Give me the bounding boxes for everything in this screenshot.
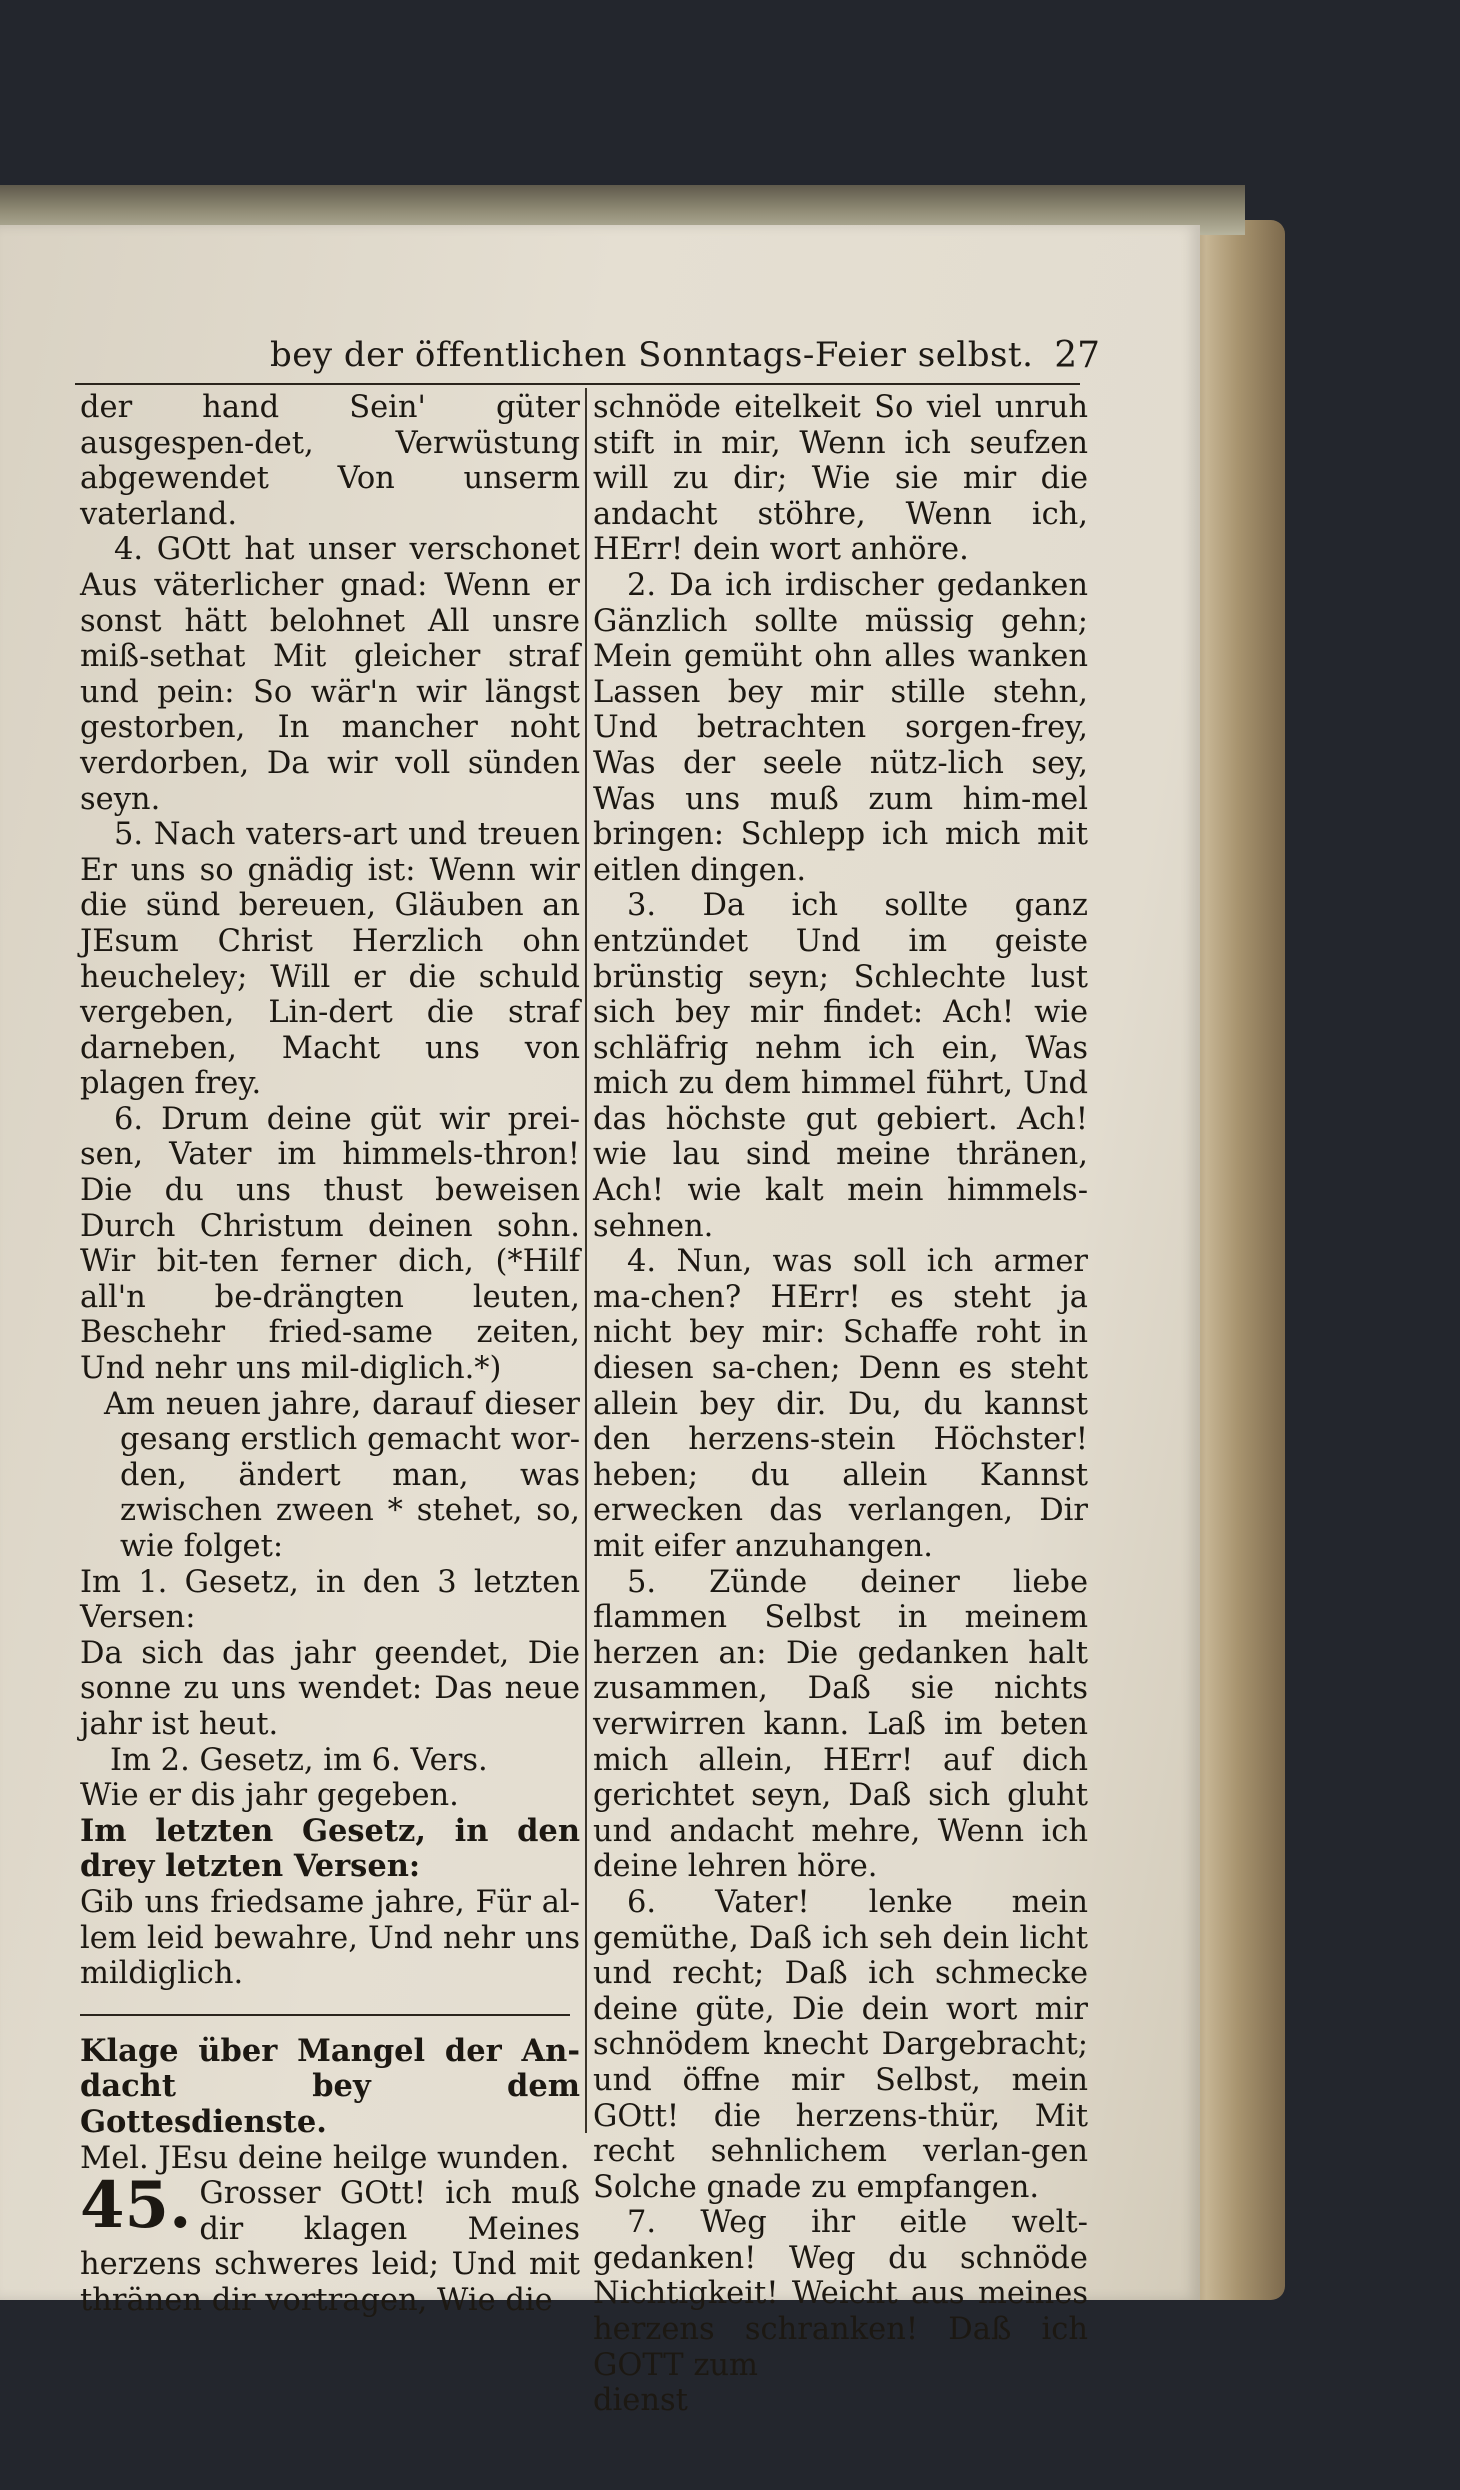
verse-3: 3. Da ich sollte ganz entzündet Und im geiste brünstig seyn; Schlechte lust sich bey mir findet: Ach! wie schläfrig nehm ich ein, Was mich zu dem himmel führt, Und das höchste gut gebiert. Ach! wie lau sind meine thränen, Ach! wie kalt mein himmels-sehnen. — [593, 888, 1088, 1244]
variant-text-3: Gib uns friedsame jahre, Für al-lem leid bewahre, Und nehr uns mildiglich. — [80, 1884, 580, 1992]
right-column — [593, 390, 1088, 2419]
verse-4-right: 4. Nun, was soll ich armer ma-chen? HErr! es steht ja nicht bey mir: Schaffe roht in diesen sa-chen; Denn es steht allein bey dir. Du, du kannst den herzens-stein Höchster! heben; du allein Kannst erwecken das verlangen, Dir mit eifer anzuhangen. — [593, 1244, 1088, 1564]
verse-6-right: 6. Vater! lenke mein gemüthe, Daß ich seh dein licht und recht; Daß ich schmecke deine güte, Die dein wort mir schnödem knecht Dargebracht; und öffne mir Selbst, mein GOtt! die herzens-thür, Mit recht sehnlichem verlan-gen Solche gnade zu empfangen. — [593, 1884, 1088, 2205]
running-head: bey der öffentlichen Sonntags-Feier selbst. — [270, 335, 1034, 375]
hymn-title: Klage über Mangel der An-dacht bey dem Gottesdienste. — [80, 2032, 580, 2140]
verse-continuation: der hand Sein' güter ausgespen-det, Verwüstung abgewendet Von unserm vaterland. — [80, 390, 580, 532]
new-year-note: Am neuen jahre, darauf dieser gesang erstlich gemacht wor-den, ändert man, was zwischen zween * stehet, so, wie folget: — [104, 1386, 580, 1564]
column-divider — [585, 388, 587, 2133]
hymn-first-verse-text: Grosser GOtt! ich muß dir klagen Meines herzens schweres leid; Und mit thränen dir vortragen, Wie die — [80, 2176, 580, 2318]
variant-text-2: Wie er dis jahr gegeben. — [80, 1778, 459, 1814]
verse-5: 5. Nach vaters-art und treuen Er uns so gnädig ist: Wenn wir die sünd bereuen, Gläuben an JEsum Christ Herzlich ohn heucheley; Will er die schuld vergeben, Lin-dert die straf darneben, Macht uns von plagen frey. — [80, 817, 580, 1102]
verse-4: 4. GOtt hat unser verschonet Aus väterlicher gnad: Wenn er sonst hätt belohnet All unsre miß-sethat Mit gleicher straf und pein: So wär'n wir längst gestorben, In mancher noht verdorben, Da wir voll sünden seyn. — [80, 532, 580, 817]
verse-1-continuation: schnöde eitelkeit So viel unruh stift in mir, Wenn ich seufzen will zu dir; Wie sie mir die andacht stöhre, Wenn ich, HErr! dein wort anhöre. — [593, 390, 1088, 568]
hymn-melody: Mel. JEsu deine heilge wunden. — [80, 2140, 570, 2176]
variant-heading-1: Im 1. Gesetz, in den 3 letzten Versen: — [80, 1564, 580, 1636]
hymn-first-verse — [80, 2168, 580, 2318]
header-rule — [75, 383, 1080, 385]
verse-2: 2. Da ich irdischer gedanken Gänzlich sollte müssig gehn; Mein gemüht ohn alles wanken Lassen bey mir stille stehn, Und betrachten sorgen-frey, Was der seele nütz-lich sey, Was uns muß zum him-mel bringen: Schlepp ich mich mit eitlen dingen. — [593, 567, 1088, 888]
hymn-number: 45. — [80, 2168, 192, 2244]
section-rule — [80, 2014, 570, 2016]
verse-7-right: 7. Weg ihr eitle welt-gedanken! Weg du schnöde Nichtigkeit! Weicht aus meines herzens schranken! Daß ich GOTT zum — [593, 2205, 1088, 2383]
variant-text-1: Da sich das jahr geendet, Die sonne zu uns wendet: Das neue jahr ist heut. — [80, 1635, 580, 1742]
page-number: 27 — [1054, 335, 1100, 376]
variant-heading-2: Im 2. Gesetz, im 6. Vers. — [110, 1742, 488, 1778]
variant-heading-3: Im letzten Gesetz, in den drey letzten Versen: — [80, 1812, 580, 1885]
catchword: dienst — [593, 2383, 688, 2419]
verse-5-right: 5. Zünde deiner liebe flammen Selbst in meinem herzen an: Die gedanken halt zusammen, Daß sie nichts verwirren kann. Laß im beten mich allein, HErr! auf dich gerichtet seyn, Daß sich gluht und andacht mehre, Wenn ich deine lehren höre. — [593, 1564, 1088, 1885]
verse-6: 6. Drum deine güt wir prei-sen, Vater im himmels-thron! Die du uns thust beweisen Durch Christum deinen sohn. Wir bit-ten ferner dich, (*Hilf all'n be-drängten leuten, Beschehr fried-same zeiten, Und nehr uns mil-diglich.*) — [80, 1101, 580, 1387]
left-column — [80, 390, 580, 2318]
